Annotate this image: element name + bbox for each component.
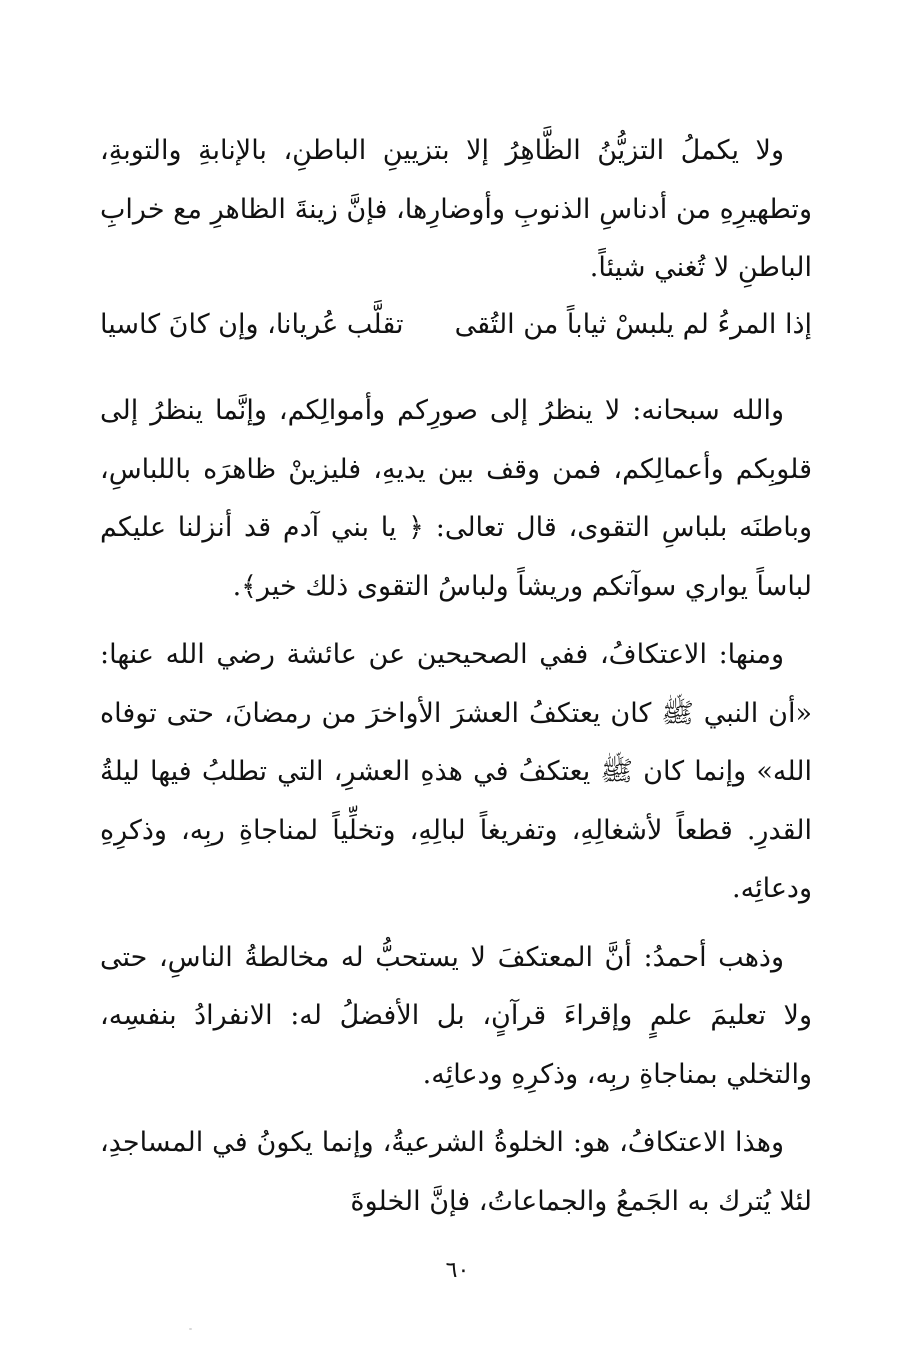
- paragraph-sharia-seclusion: وهذا الاعتكافُ، هو: الخلوةُ الشرعيةُ، وإنما يكونُ في المساجدِ، لئلا يُترك به الجَمعُ والجماعاتُ، فإنَّ الخلوةَ: [100, 1127, 812, 1217]
- paragraph-itikaf: ومنها: الاعتكافُ، ففي الصحيحين عن عائشة رضي الله عنها: «أن النبي ﷺ كان يعتكفُ العشرَ الأواخرَ من رمضانَ، حتى توفاه الله» وإنما كان ﷺ يعتكفُ في هذهِ العشرِ، التي تطلبُ فيها ليلةُ القدرِ. قطعاً لأشغالِهِ، وتفريغاً لبالِهِ، وتخلِّياً لمناجاةِ ربِه، وذكرِهِ ودعائِه.: [100, 639, 812, 904]
- verse-first-hemistich: إذا المرءُ لم يلبسْ ثياباً من التُقى: [454, 309, 812, 340]
- text-block-upper: [100, 122, 812, 298]
- text-block-middle: [100, 382, 812, 1231]
- verse-second-hemistich: تقلَّب عُريانا، وإن كانَ كاسيا: [100, 309, 404, 340]
- scan-speck: [189, 1328, 192, 1330]
- paragraph-inner-adornment: ولا يكملُ التزيُّنُ الظَّاهِرُ إلا بتزيينِ الباطنِ، بالإنابةِ والتوبةِ، وتطهيرِهِ من أدناسِ الذنوبِ وأوضارِها، فإنَّ زينةَ الظاهرِ مع خرابِ الباطنِ لا تُغني شيئاً.: [100, 135, 812, 283]
- page-number: ٦٠: [445, 1258, 470, 1283]
- poetry-verse: [100, 296, 812, 354]
- paragraph-garment-of-piety: والله سبحانه: لا ينظرُ إلى صورِكم وأموالِكم، وإنَّما ينظرُ إلى قلوبِكم وأعمالِكم، فمن وقف بين يديهِ، فليزينْ ظاهرَه باللباسِ، وباطنَه بلباسِ التقوى، قال تعالى: ﴿ يا بني آدم قد أنزلنا عليكم لباساً يواري سوآتكم وريشاً ولباسُ التقوى ذلك خير﴾.: [100, 395, 812, 602]
- paragraph-ahmad-opinion: وذهب أحمدُ: أنَّ المعتكفَ لا يستحبُّ له مخالطةُ الناسِ، حتى ولا تعليمَ علمٍ وإقراءَ قرآنٍ، بل الأفضلُ له: الانفرادُ بنفسِه، والتخلي بمناجاةِ ربِه، وذكرِهِ ودعائِه.: [100, 941, 812, 1090]
